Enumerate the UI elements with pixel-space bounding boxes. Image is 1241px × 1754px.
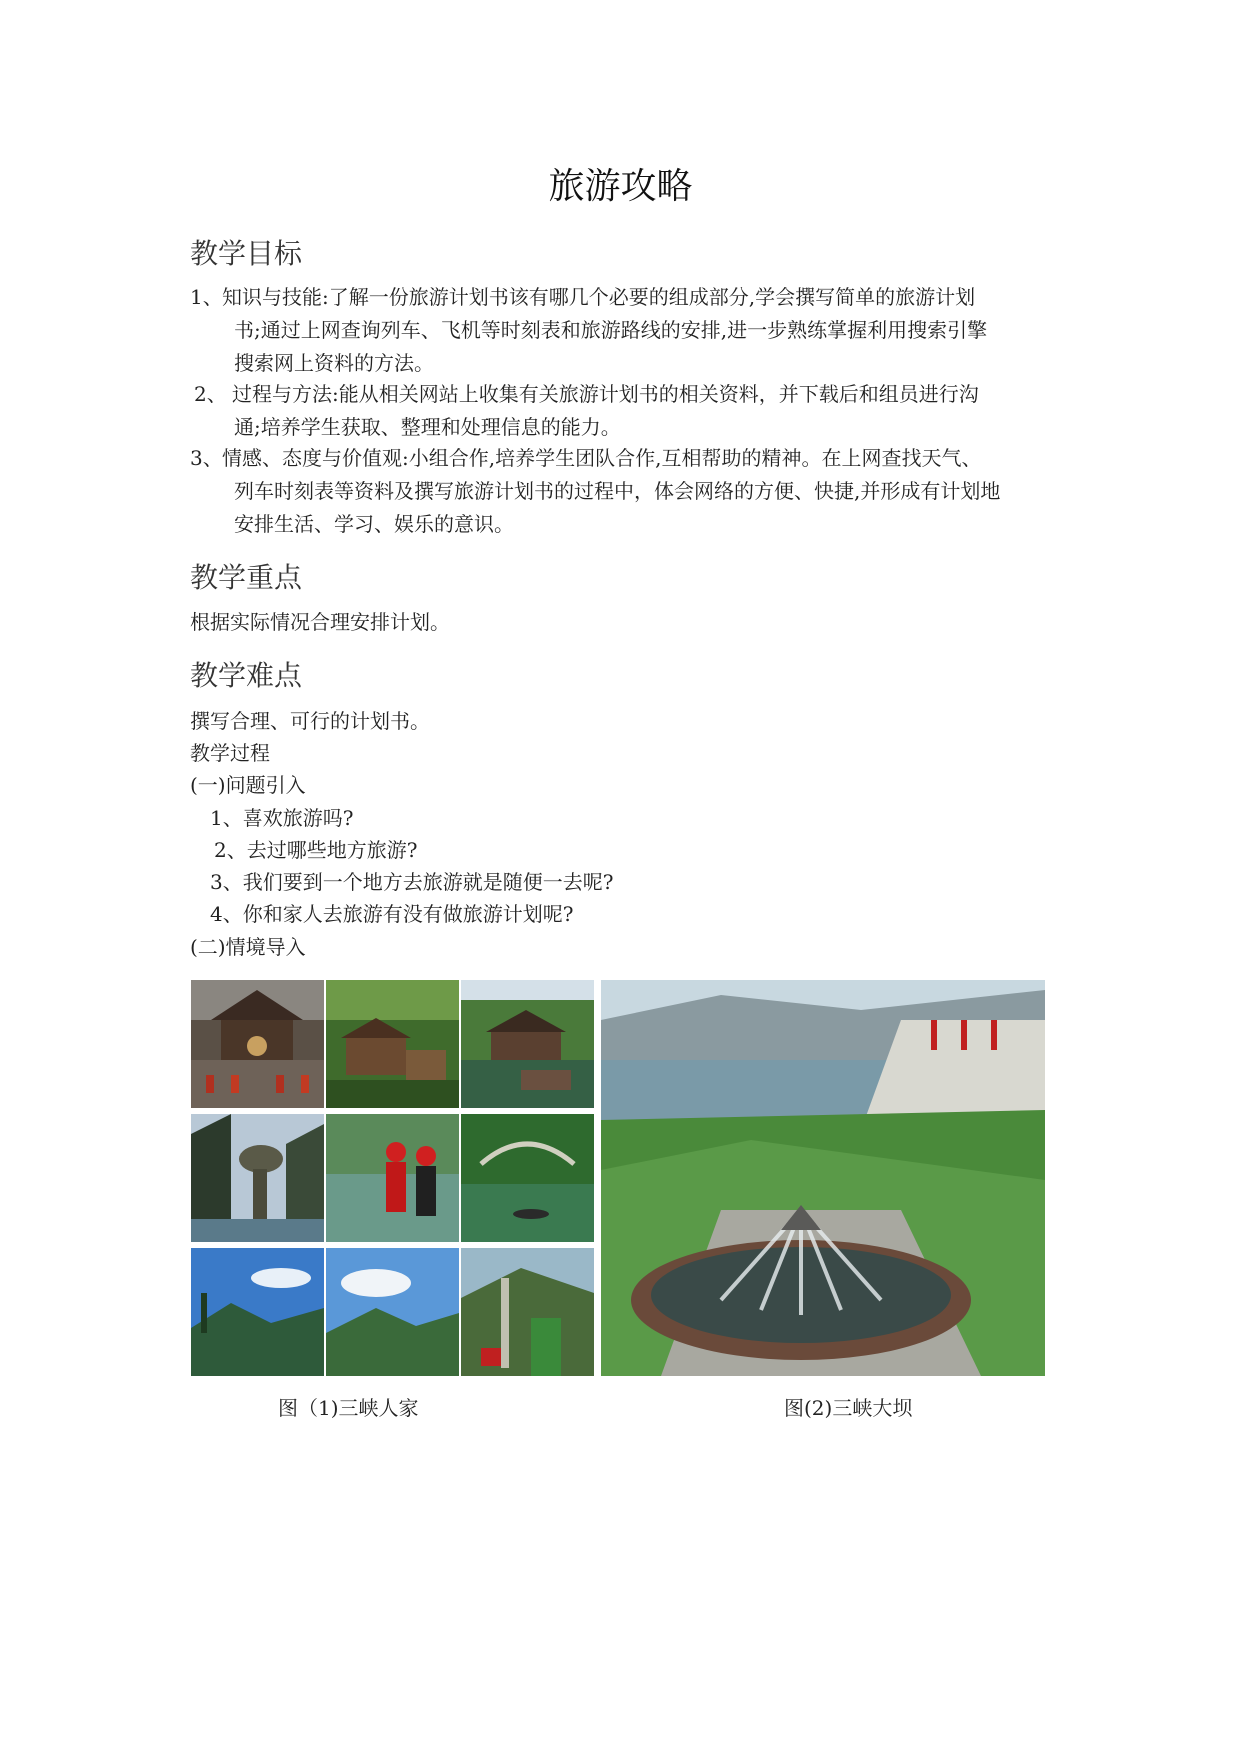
collage-photo-stilt-village — [461, 980, 594, 1108]
objective-line: 搜索网上资料的方法。 — [234, 351, 434, 375]
objectives-heading: 教学目标 — [190, 237, 303, 270]
part2-label: (二)情境导入 — [190, 935, 306, 959]
three-gorges-dam-photo — [601, 980, 1045, 1376]
objective-line: 书;通过上网查询列车、飞机等时刻表和旅游路线的安排,进一步熟练掌握利用搜索引擎 — [234, 318, 988, 342]
figure-caption-1: 图（1)三峡人家 — [278, 1396, 419, 1420]
objective-line: 情感、态度与价值观:小组合作,培养学生团队合作,互相帮助的精神。在上网查找天气、 — [222, 446, 982, 470]
collage-photo-mountains — [191, 1248, 324, 1376]
question-item: 4、你和家人去旅游有没有做旅游计划呢? — [210, 902, 574, 926]
collage-photo-rock-pillar — [191, 1114, 324, 1242]
objective-line: 通;培养学生获取、整理和处理信息的能力。 — [234, 415, 621, 439]
part1-label: (一)问题引入 — [190, 773, 306, 797]
key-text: 根据实际情况合理安排计划。 — [190, 610, 450, 634]
objective-number: 2、 — [194, 382, 227, 406]
key-heading: 教学重点 — [190, 561, 303, 594]
objective-line: 列车时刻表等资料及撰写旅游计划书的过程中，体会网络的方便、快捷,并形成有计划地 — [234, 479, 1001, 503]
collage-photo-folk-performers — [326, 1114, 459, 1242]
question-item: 3、我们要到一个地方去旅游就是随便一去呢? — [210, 870, 614, 894]
objective-number: 1、 — [190, 285, 223, 309]
question-item: 2、去过哪些地方旅游? — [214, 838, 418, 862]
difficult-text: 撰写合理、可行的计划书。 — [190, 709, 430, 733]
objective-line: 过程与方法:能从相关网站上收集有关旅游计划书的相关资料，并下载后和组员进行沟 — [232, 382, 979, 406]
objective-2 — [190, 378, 1070, 444]
objective-3 — [190, 442, 1070, 541]
page-title: 旅游攻略 — [548, 166, 693, 207]
three-gorges-photo-collage — [191, 980, 595, 1376]
process-label: 教学过程 — [190, 741, 270, 765]
question-item: 1、喜欢旅游吗? — [210, 806, 354, 830]
objective-number: 3、 — [190, 446, 223, 470]
collage-photo-gate-avenue — [461, 1248, 594, 1376]
objective-line: 知识与技能:了解一份旅游计划书该有哪几个必要的组成部分,学会撰写简单的旅游计划 — [222, 285, 976, 309]
collage-photo-valley — [326, 1248, 459, 1376]
objective-line: 安排生活、学习、娱乐的意识。 — [234, 512, 514, 536]
objective-1 — [190, 281, 1070, 380]
figure-caption-2: 图(2)三峡大坝 — [784, 1396, 913, 1420]
collage-photo-wooden-house — [326, 980, 459, 1108]
collage-photo-river-bridge — [461, 1114, 594, 1242]
collage-photo-temple — [191, 980, 324, 1108]
difficult-heading: 教学难点 — [190, 659, 303, 692]
